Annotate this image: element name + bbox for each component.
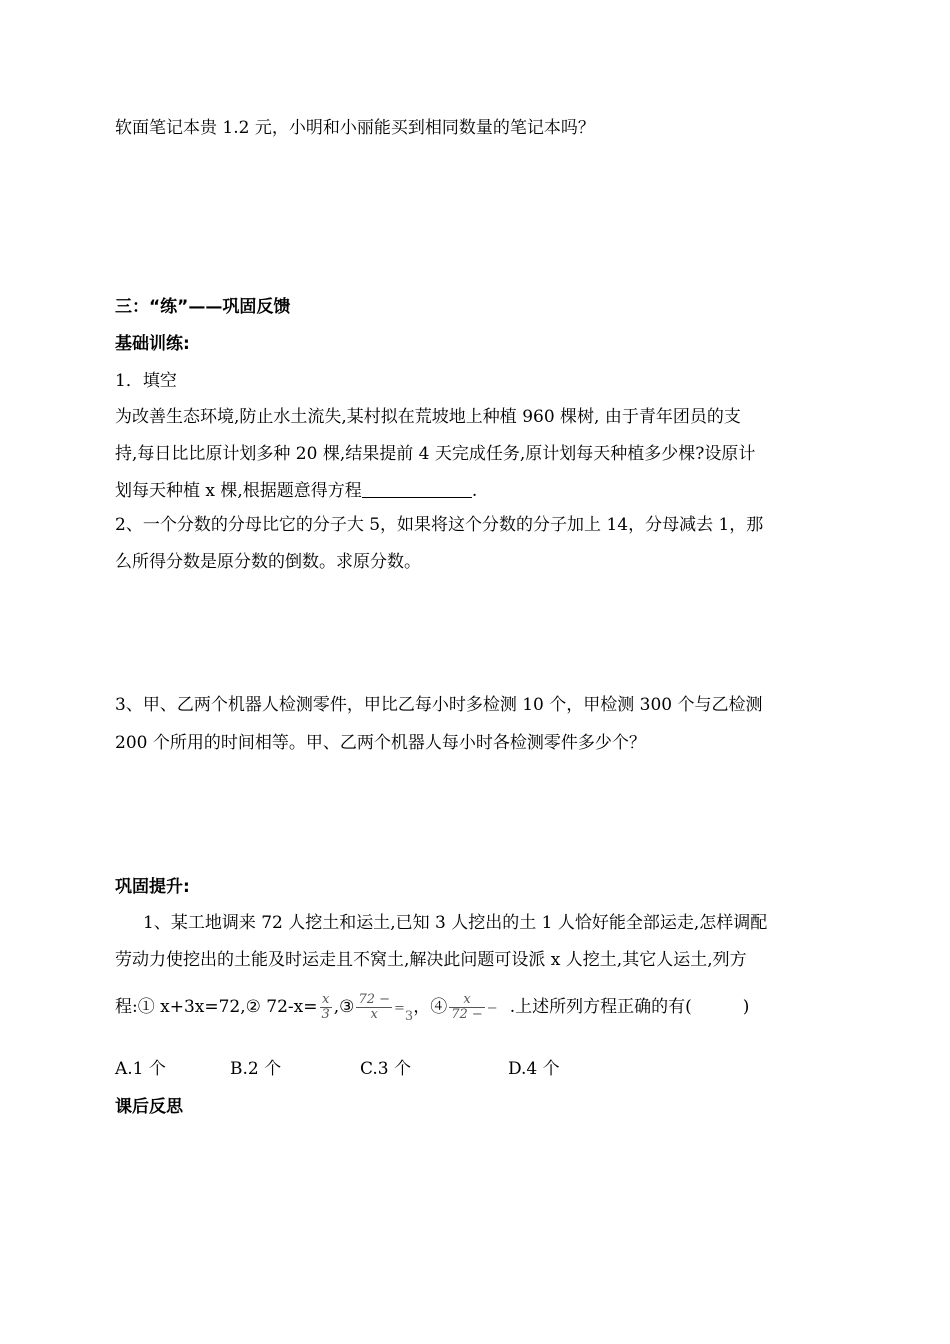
q1-text-line: 持,每日比比原计划多种 20 棵,结果提前 4 天完成任务,原计划每天种植多少棵?设原计 [115, 444, 756, 464]
equation-minus: − [486, 1001, 498, 1016]
q1-text-line [115, 481, 477, 501]
fraction-numerator: x [321, 992, 330, 1007]
q1-text-fragment: 划每天种植 x 棵,根据题意得方程 [115, 481, 362, 501]
option-a: A.1 个 [115, 1059, 166, 1079]
fraction-x-over-3 [320, 993, 332, 1022]
q2-text-line: 2、一个分数的分母比它的分子大 5，如果将这个分数的分子加上 14，分母减去 1，那 [115, 515, 764, 535]
equation-line [115, 992, 749, 1032]
consolidate-label: 巩固提升: [115, 877, 190, 897]
problem-continuation-text: 软面笔记本贵 1.2 元，小明和小丽能买到相同数量的笔记本吗？ [115, 118, 595, 138]
option-b: B.2 个 [230, 1059, 282, 1079]
reflection-label: 课后反思 [115, 1097, 183, 1117]
fraction-numerator: x [463, 992, 471, 1007]
fraction-numerator: 72 − [358, 992, 391, 1007]
fraction-denominator: 3 [321, 1007, 330, 1022]
equation-suffix: .上述所列方程正确的有( ) [509, 997, 750, 1017]
q2-text-line: 么所得分数是原分数的倒数。求原分数。 [115, 552, 421, 572]
fraction-denominator: x [356, 1007, 392, 1022]
fraction-72-minus-over-x [356, 993, 392, 1022]
q3-text-line: 200 个所用的时间相等。甲、乙两个机器人每小时各检测零件多少个？ [115, 733, 646, 753]
q3-text-line: 3、甲、乙两个机器人检测零件，甲比乙每小时多检测 10 个，甲检测 300 个与乙检测 [115, 695, 763, 715]
p1-text-line: 劳动力使挖出的土能及时运走且不窝土,解决此问题可设派 x 人挖土,其它人运土,列方 [115, 950, 747, 970]
basic-training-label: 基础训练: [115, 334, 190, 354]
equation-separator: ，④ [413, 997, 448, 1017]
fraction-denominator: 72 − [451, 1007, 483, 1022]
q1-period: . [471, 481, 478, 501]
equation-prefix: 程:① x+3x=72,② 72-x= [115, 997, 318, 1017]
answer-blank [362, 481, 472, 498]
q1-text-line: 为改善生态环境,防止水土流失,某村拟在荒坡地上种植 960 棵树, 由于青年团员的支 [115, 407, 741, 427]
section-heading: 三：“练”——巩固反馈 [115, 297, 291, 317]
equation-equals: = [394, 1001, 405, 1016]
equation-value: 3 [404, 1009, 414, 1024]
option-d: D.4 个 [508, 1059, 560, 1079]
p1-text-line: 1、某工地调来 72 人挖土和运土,已知 3 人挖出的土 1 人恰好能全部运走,怎样调配 [143, 913, 768, 933]
q1-title: 1．填空 [115, 371, 177, 391]
fraction-x-over-72-minus [449, 993, 485, 1022]
equation-separator: ,③ [333, 997, 355, 1017]
option-c: C.3 个 [360, 1059, 412, 1079]
